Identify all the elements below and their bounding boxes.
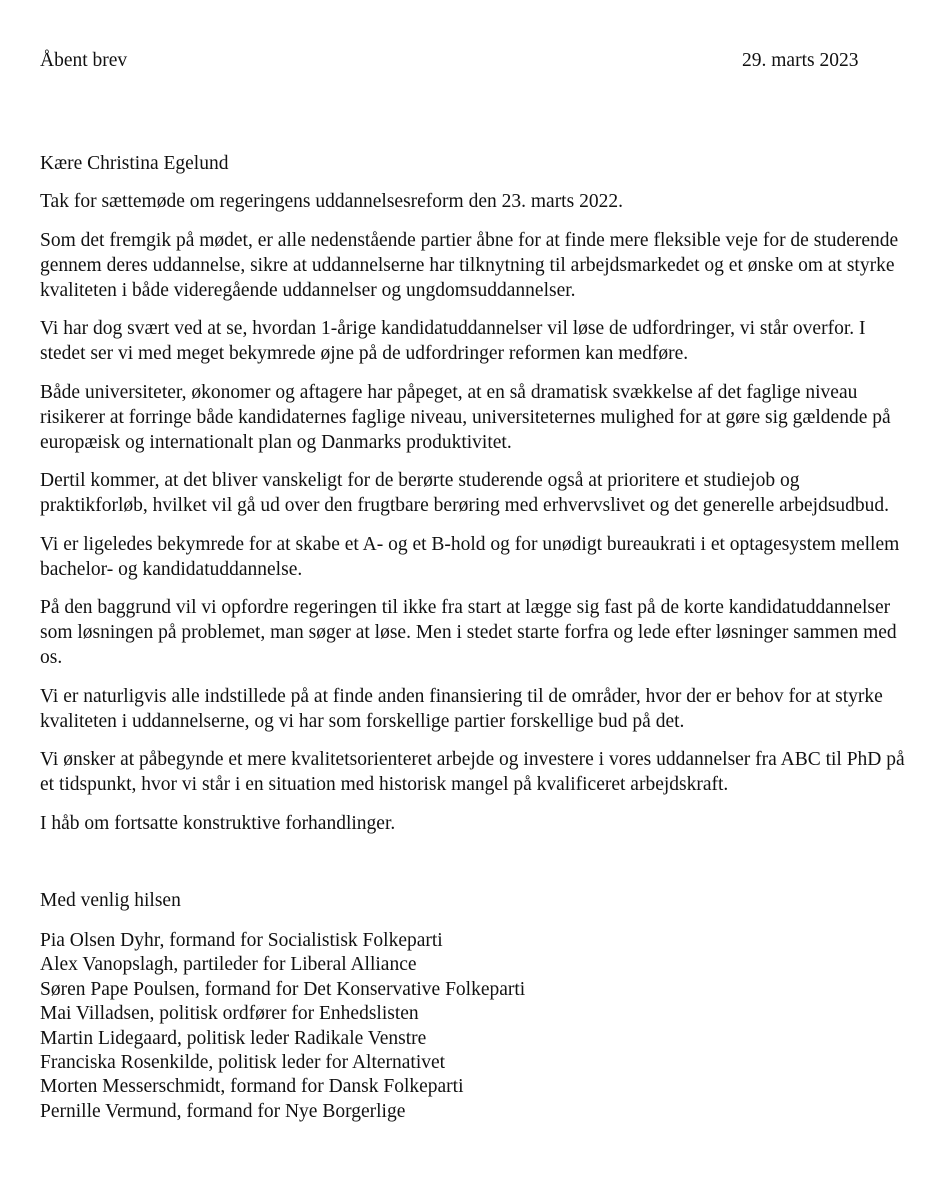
signatory: Mai Villadsen, politisk ordfører for Enhedslisten (40, 1003, 419, 1025)
body-paragraph: Vi ønsker at påbegynde et mere kvalitetsorienteret arbejde og investere i vores uddannelser fra ABC til PhD på et tidspunkt, hvor vi står i en situation med historisk mangel på kvalificeret arbejdskraft. (40, 749, 905, 795)
document-type: Åbent brev (40, 50, 128, 71)
body-paragraph: Vi er naturligvis alle indstillede på at finde anden finansiering til de områder, hvor der er behov for at styrke kvaliteten i uddannelserne, og vi har som forskellige partier forskellige bud på det. (40, 685, 883, 732)
closing-greeting: Med venlig hilsen (40, 890, 181, 911)
signatory: Søren Pape Poulsen, formand for Det Konservative Folkeparti (40, 978, 526, 1000)
signatory: Pernille Vermund, formand for Nye Borgerlige (40, 1100, 406, 1122)
body-paragraph: Dertil kommer, at det bliver vanskeligt for de berørte studerende også at prioritere et studiejob og praktikforløb, hvilket vil gå ud over den frugtbare berøring med erhvervslivet og det generelle arbejdsudbud. (40, 470, 890, 516)
salutation: Kære Christina Egelund (40, 153, 229, 174)
body-paragraph: Vi har dog svært ved at se, hvordan 1-årige kandidatuddannelser vil løse de udfordringer, vi står overfor. I stedet ser vi med meget bekymrede øjne på de udfordringer reformen kan medføre. (40, 318, 866, 364)
letter-date: 29. marts 2023 (742, 50, 859, 71)
signatory: Morten Messerschmidt, formand for Dansk Folkeparti (40, 1076, 464, 1098)
body-paragraph: I håb om fortsatte konstruktive forhandlinger. (40, 812, 396, 834)
body-paragraph: Vi er ligeledes bekymrede for at skabe et A- og et B-hold og for unødigt bureaukrati i et optagesystem mellem bachelor- og kandidatuddannelse. (40, 533, 900, 580)
letter-page (40, 48, 910, 1122)
signatory: Alex Vanopslagh, partileder for Liberal Alliance (40, 954, 417, 976)
letter-body (40, 189, 910, 849)
letter-header (40, 48, 910, 73)
signatory-list (40, 929, 525, 1124)
body-paragraph: Både universiteter, økonomer og aftagere har påpeget, at en så dramatisk svækkelse af det faglige niveau risikerer at forringe både kandidaternes faglige niveau, universiteternes mulighed for at gøre sig gældende på europæisk og internationalt plan og Danmarks produktivitet. (40, 381, 891, 453)
body-paragraph: På den baggrund vil vi opfordre regeringen til ikke fra start at lægge sig fast på de korte kandidatuddannelser som løsningen på problemet, man søger at løse. Men i stedet starte forfra og lede efter løsninger sammen med os. (40, 597, 897, 668)
body-paragraph: Som det fremgik på mødet, er alle nedenstående partier åbne for at finde mere fleksible veje for de studerende gennem deres uddannelse, sikre at uddannelserne har tilknytning til arbejdsmarkedet og et ønske om at styrke kvaliteten i både videregående uddannelser og ungdomsuddannelser. (40, 229, 899, 301)
body-paragraph: Tak for sættemøde om regeringens uddannelsesreform den 23. marts 2022. (40, 191, 623, 212)
signatory: Pia Olsen Dyhr, formand for Socialistisk Folkeparti (40, 930, 443, 951)
signatory: Franciska Rosenkilde, politisk leder for Alternativet (40, 1052, 446, 1074)
signatory: Martin Lidegaard, politisk leder Radikale Venstre (40, 1027, 427, 1049)
